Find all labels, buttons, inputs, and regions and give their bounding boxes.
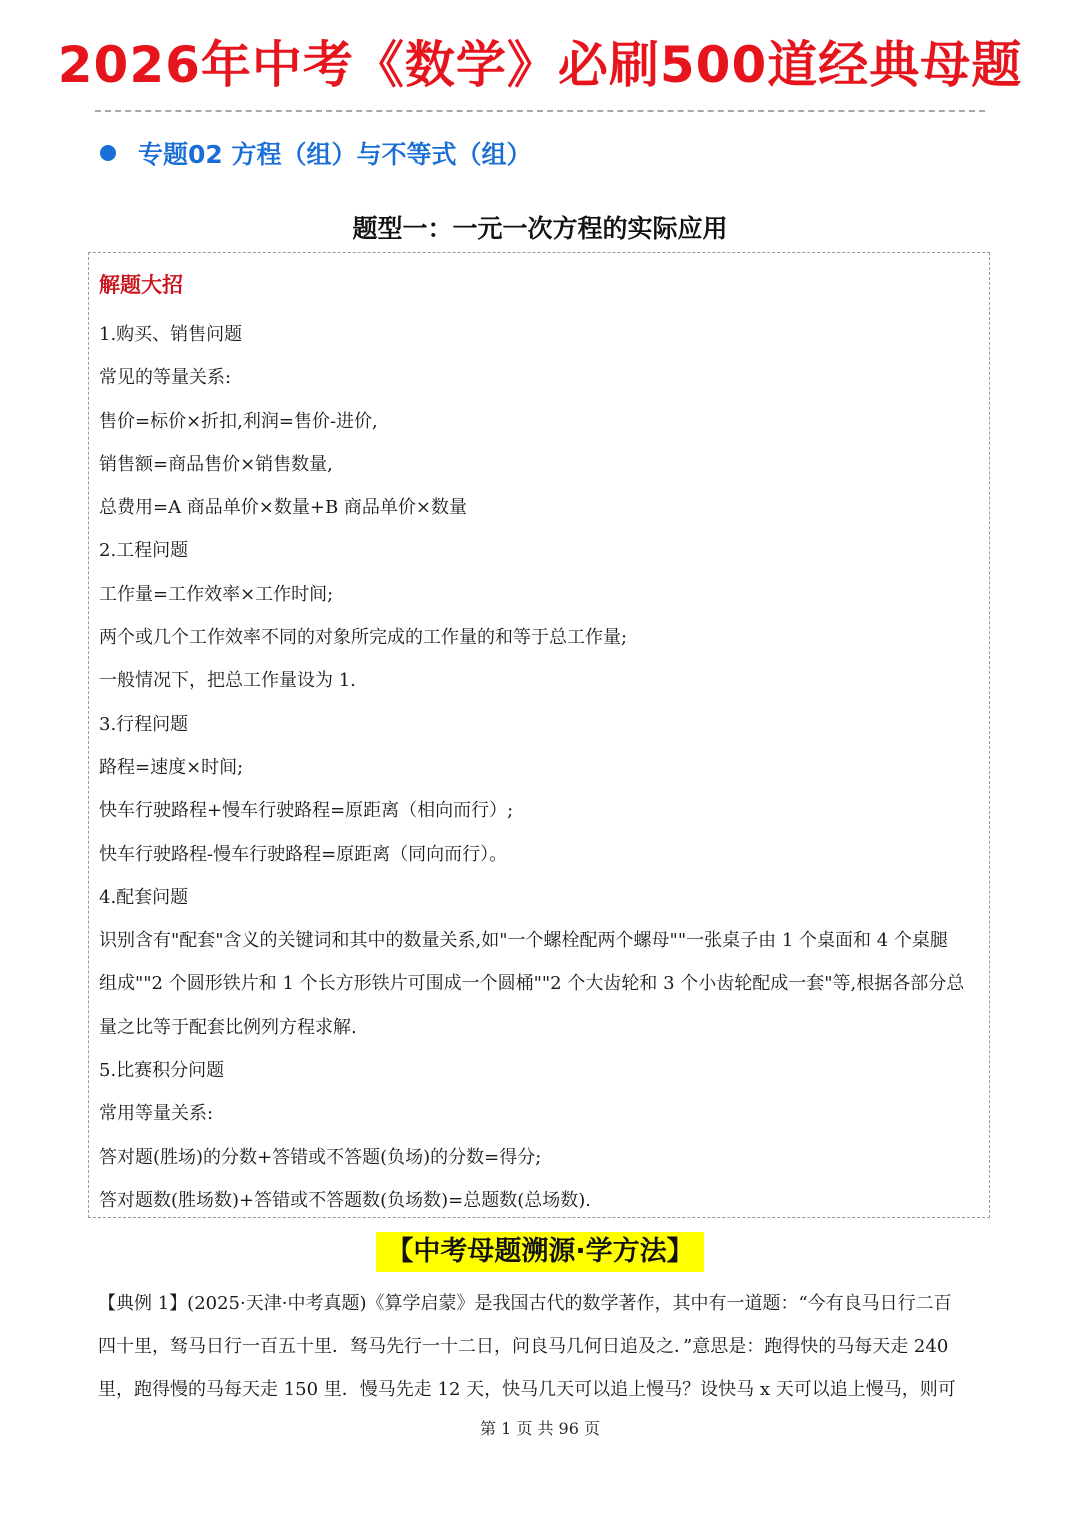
- tip-line: 4.配套问题: [99, 886, 189, 908]
- tip-line: 一般情况下，把总工作量设为 1.: [99, 670, 356, 692]
- tip-line: 总费用=A 商品单价×数量+B 商品单价×数量: [99, 497, 467, 519]
- example-line: 【典例 1】(2025·天津·中考真题)《算学启蒙》是我国古代的数学著作，其中有一道题：“今有良马日行二百: [98, 1293, 952, 1314]
- tip-line: 2.工程问题: [99, 540, 189, 562]
- example-line: 里，跑得慢的马每天走 150 里．慢马先走 12 天，快马几天可以追上慢马？设快马 x 天可以追上慢马，则可: [98, 1379, 956, 1400]
- example-problem: [98, 1282, 984, 1411]
- method-banner: [0, 1232, 1080, 1272]
- bullet-dot-icon: [100, 145, 116, 161]
- tip-line: 两个或几个工作效率不同的对象所完成的工作量的和等于总工作量;: [99, 627, 628, 649]
- tip-line: 答对题数(胜场数)+答错或不答题数(负场数)=总题数(总场数).: [99, 1189, 592, 1211]
- tip-line: 识别含有"配套"含义的关键词和其中的数量关系,如"一个螺栓配两个螺母""一张桌子由 1 个桌面和 4 个桌腿: [99, 930, 948, 952]
- tip-line: 快车行驶路程+慢车行驶路程=原距离（相向而行）;: [99, 800, 514, 822]
- tip-line: 售价=标价×折扣,利润=售价-进价,: [99, 410, 378, 432]
- document-title: 2026年中考《数学》必刷500道经典母题: [57, 36, 1023, 94]
- tip-line: 常见的等量关系:: [99, 367, 232, 389]
- page-number: 第 1 页 共 96 页: [480, 1419, 600, 1438]
- title-divider: [95, 110, 985, 112]
- tips-content: [99, 313, 983, 1222]
- tip-line: 常用等量关系:: [99, 1103, 214, 1125]
- example-line: 四十里，驽马日行一百五十里．驽马先行一十二日，问良马几何日追及之．”意思是：跑得快的马每天走 240: [98, 1336, 949, 1357]
- topic-heading: [100, 133, 532, 173]
- tip-line: 销售额=商品售价×销售数量,: [99, 453, 333, 475]
- tips-box: [88, 252, 990, 1218]
- tip-line: 快车行驶路程-慢车行驶路程=原距离（同向而行）。: [99, 843, 508, 865]
- tip-line: 5.比赛积分问题: [99, 1060, 225, 1082]
- tip-line: 组成""2 个圆形铁片和 1 个长方形铁片可围成一个圆桶""2 个大齿轮和 3 个小齿轮配成一套"等,根据各部分总: [99, 973, 965, 995]
- tip-line: 工作量=工作效率×工作时间;: [99, 583, 334, 605]
- tip-line: 1.购买、销售问题: [99, 324, 243, 345]
- section-title: 题型一：一元一次方程的实际应用: [352, 214, 728, 243]
- method-banner-text: 【中考母题溯源·学方法】: [376, 1232, 703, 1272]
- tips-heading: 解题大招: [99, 273, 183, 297]
- tip-line: 答对题(胜场)的分数+答错或不答题(负场)的分数=得分;: [99, 1146, 542, 1168]
- tip-line: 3.行程问题: [99, 713, 189, 735]
- tip-line: 量之比等于配套比例列方程求解.: [99, 1016, 357, 1038]
- topic-title: 专题02 方程（组）与不等式（组）: [138, 140, 532, 169]
- tip-line: 路程=速度×时间;: [99, 756, 244, 778]
